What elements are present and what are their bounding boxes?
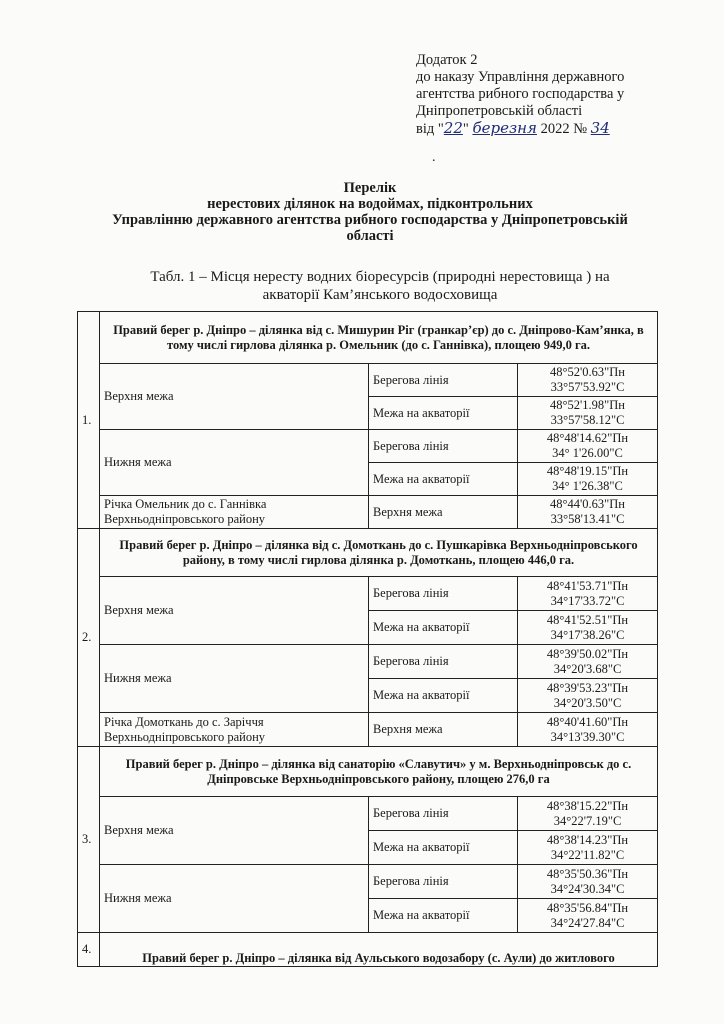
title-line: Управлінню державного агентства рибного господарства у Дніпропетровській — [112, 212, 628, 228]
table-row — [78, 797, 658, 831]
title-line: нерестових ділянок на водоймах, підконтрольних — [207, 196, 533, 212]
boundary-kind: Берегова лінія — [369, 577, 518, 611]
boundary-kind: Межа на акваторії — [369, 831, 518, 865]
boundary-kind: Межа на акваторії — [369, 463, 518, 496]
longitude: 33°57'58.12"С — [550, 413, 625, 427]
title-line: Перелік — [343, 180, 397, 196]
section-heading: Правий берег р. Дніпро – ділянка від санаторію «Славутич» у м. Верхньодніпровськ до с. Дніпровське Верхньодніпровського району, площею 276,0 га — [100, 747, 658, 797]
table-row — [78, 496, 658, 529]
boundary-label: Нижня межа — [100, 645, 369, 713]
addendum-line: агентства рибного господарства у — [416, 86, 625, 102]
section-header-row — [78, 529, 658, 577]
boundary-label: Нижня межа — [100, 430, 369, 496]
latitude: 48°38'14.23"Пн — [546, 832, 629, 847]
boundary-label: Верхня межа — [100, 797, 369, 865]
coordinates — [518, 611, 658, 645]
coordinates — [518, 577, 658, 611]
section-number: 2. — [78, 529, 100, 747]
boundary-kind: Берегова лінія — [369, 865, 518, 899]
addendum-line: Додаток 2 — [416, 52, 478, 68]
longitude: 33°57'53.92"С — [550, 380, 625, 394]
stray-dot: . — [432, 150, 436, 165]
coordinates — [518, 496, 658, 529]
longitude: 34°20'3.50"С — [553, 695, 622, 710]
date-prefix: від " — [416, 121, 444, 137]
table-caption — [100, 268, 660, 304]
boundary-kind: Берегова лінія — [369, 430, 518, 463]
boundary-kind: Верхня межа — [369, 496, 518, 529]
boundary-kind: Межа на акваторії — [369, 679, 518, 713]
longitude: 34° 1'26.00"С — [552, 446, 623, 460]
table-row — [78, 430, 658, 463]
section-header-row — [78, 933, 658, 967]
river-label: Річка Омельник до с. Ганнівка Верхньодніпровського району — [100, 496, 369, 529]
spawning-sites-table — [77, 311, 658, 967]
longitude: 34° 1'26.38"С — [552, 479, 623, 493]
longitude: 34°22'7.19"С — [553, 813, 622, 828]
coordinates — [518, 713, 658, 747]
latitude: 48°48'19.15"Пн — [546, 464, 629, 478]
boundary-label: Верхня межа — [100, 577, 369, 645]
addendum-line: Дніпропетровській області — [416, 103, 583, 119]
latitude: 48°41'52.51"Пн — [546, 612, 629, 627]
boundary-kind: Берегова лінія — [369, 645, 518, 679]
section-number: 3. — [78, 747, 100, 933]
title-line: області — [346, 228, 394, 244]
table-row — [78, 577, 658, 611]
table-row — [78, 865, 658, 899]
boundary-kind: Межа на акваторії — [369, 611, 518, 645]
boundary-kind: Межа на акваторії — [369, 899, 518, 933]
river-label: Річка Домоткань до с. Заріччя Верхньодніпровського району — [100, 713, 369, 747]
latitude: 48°52'1.98"Пн — [550, 398, 625, 412]
coordinates — [518, 645, 658, 679]
coordinates — [518, 430, 658, 463]
coordinates — [518, 463, 658, 496]
addendum-line: до наказу Управління державного — [416, 69, 625, 85]
date-year: 2022 № — [536, 121, 591, 137]
section-number: 4. — [78, 933, 100, 967]
coordinates — [518, 397, 658, 430]
coordinates — [518, 679, 658, 713]
section-heading: Правий берег р. Дніпро – ділянка від с. Мишурин Ріг (гранкар’єр) до с. Дніпрово-Кам’янка, в тому числі гирлова ділянка р. Омельник (до с. Ганнівка), площею 949,0 га. — [100, 312, 658, 364]
longitude: 34°20'3.68"С — [553, 661, 622, 676]
order-date-line — [416, 120, 624, 138]
latitude: 48°40'41.60"Пн — [546, 714, 629, 729]
longitude: 34°24'30.34"С — [550, 881, 625, 896]
longitude: 33°58'13.41"С — [550, 512, 625, 526]
coordinates — [518, 899, 658, 933]
section-number: 1. — [78, 312, 100, 529]
handwritten-month: березня — [472, 119, 537, 137]
latitude: 48°35'56.84"Пн — [546, 900, 629, 915]
coordinates — [518, 364, 658, 397]
coordinates — [518, 797, 658, 831]
boundary-kind: Берегова лінія — [369, 797, 518, 831]
coordinates — [518, 831, 658, 865]
coordinates — [518, 865, 658, 899]
handwritten-day: 22 — [443, 119, 463, 137]
caption-line: Табл. 1 – Місця нересту водних біоресурсів (природні нерестовища ) на — [150, 269, 610, 285]
latitude: 48°48'14.62"Пн — [546, 431, 629, 445]
document-title — [80, 180, 660, 244]
latitude: 48°41'53.71"Пн — [546, 578, 629, 593]
latitude: 48°39'53.23"Пн — [546, 680, 629, 695]
longitude: 34°13'39.30"С — [550, 729, 625, 744]
handwritten-number: 34 — [590, 119, 610, 137]
latitude: 48°35'50.36"Пн — [546, 866, 629, 881]
boundary-label: Верхня межа — [100, 364, 369, 430]
longitude: 34°17'33.72"С — [550, 593, 625, 608]
section-heading: Правий берег р. Дніпро – ділянка від Аульського водозабору (с. Аули) до житлового — [100, 933, 658, 967]
caption-line: акваторії Кам’янського водосховища — [262, 287, 498, 303]
boundary-kind: Верхня межа — [369, 713, 518, 747]
boundary-label: Нижня межа — [100, 865, 369, 933]
latitude: 48°52'0.63"Пн — [550, 365, 625, 379]
section-header-row — [78, 312, 658, 364]
latitude: 48°38'15.22"Пн — [546, 798, 629, 813]
date-mid: " — [462, 121, 473, 137]
section-heading: Правий берег р. Дніпро – ділянка від с. Домоткань до с. Пушкарівка Верхньодніпровського району, в тому числі гирлова ділянка р. Домоткань, площею 446,0 га. — [100, 529, 658, 577]
longitude: 34°22'11.82"С — [550, 847, 625, 862]
section-header-row — [78, 747, 658, 797]
longitude: 34°24'27.84"С — [550, 915, 625, 930]
table-row — [78, 364, 658, 397]
longitude: 34°17'38.26"С — [550, 627, 625, 642]
table-row — [78, 645, 658, 679]
latitude: 48°44'0.63"Пн — [550, 497, 625, 511]
addendum-block — [416, 52, 624, 138]
latitude: 48°39'50.02"Пн — [546, 646, 629, 661]
boundary-kind: Межа на акваторії — [369, 397, 518, 430]
boundary-kind: Берегова лінія — [369, 364, 518, 397]
table-row — [78, 713, 658, 747]
